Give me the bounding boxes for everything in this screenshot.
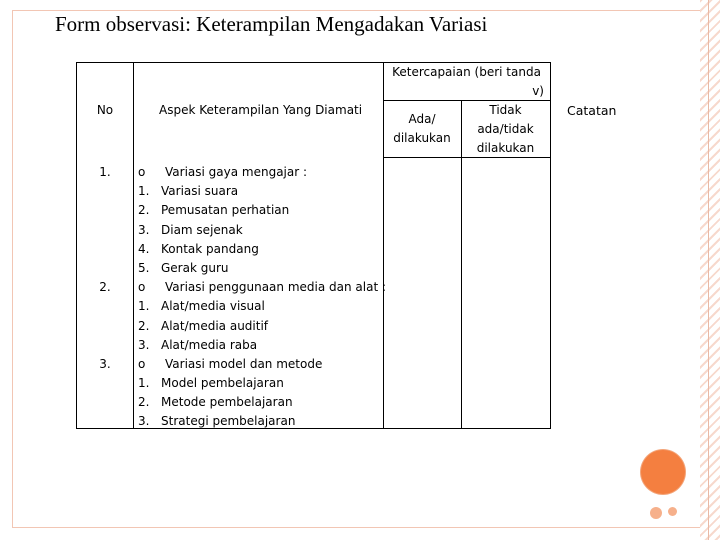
decorative-stripe	[700, 0, 720, 540]
header-ketercapaian-line: v)	[532, 84, 544, 98]
row-number: 3.	[99, 356, 111, 371]
row-bullet: o	[138, 280, 146, 295]
row-aspect-text: Pemusatan perhatian	[161, 203, 290, 218]
row-bullet: 2.	[138, 318, 150, 333]
row-number: 1.	[99, 165, 111, 179]
header-no: No	[96, 103, 114, 117]
table-row	[77, 336, 383, 355]
header-aspek: Aspek Keterampilan Yang Diamati	[159, 103, 363, 117]
table-body	[77, 163, 387, 432]
table-row	[77, 355, 383, 374]
row-bullet: 2.	[138, 395, 150, 410]
row-aspect-text: Diam sejenak	[161, 222, 243, 237]
row-bullet: 3.	[138, 222, 150, 237]
row-aspect-text: Strategi pembelajaran	[161, 414, 296, 429]
catatan-label: Catatan	[567, 103, 617, 118]
header-ketercapaian-line: Ketercapaian (beri tanda	[392, 65, 541, 79]
row-container	[77, 163, 387, 432]
table-row	[77, 221, 383, 240]
decorative-circle-small	[650, 507, 662, 519]
row-bullet: 1.	[138, 184, 150, 199]
row-aspect-text: Kontak pandang	[161, 241, 259, 256]
header-ketercapaian	[383, 63, 550, 101]
row-bullet: 1.	[138, 376, 150, 391]
row-bullet: 4.	[138, 241, 150, 256]
row-number: 2.	[99, 280, 111, 295]
row-aspect-text: Gerak guru	[161, 260, 229, 275]
header-tidak-line: ada/tidak	[477, 122, 534, 136]
page-title: Form observasi: Keterampilan Mengadakan Variasi	[55, 12, 488, 36]
decorative-circle-small	[668, 507, 677, 516]
row-aspect-text: Alat/media raba	[161, 337, 258, 352]
row-aspect-text: Metode pembelajaran	[161, 395, 293, 410]
row-aspect-text: Variasi model dan metode	[165, 356, 323, 371]
row-bullet: 3.	[138, 337, 150, 352]
observation-table	[76, 62, 551, 429]
table-row	[77, 201, 383, 220]
table-row	[77, 182, 383, 201]
row-aspect-text: Alat/media visual	[161, 299, 265, 314]
table-row	[77, 412, 383, 431]
row-aspect-text: Model pembelajaran	[161, 376, 284, 391]
header-tidak-line: Tidak	[489, 103, 522, 117]
row-bullet: 5.	[138, 260, 150, 275]
decorative-circle-large	[641, 450, 685, 494]
row-bullet: o	[138, 165, 146, 179]
row-aspect-text: Variasi penggunaan media dan alat :	[165, 280, 387, 295]
row-aspect-text: Variasi suara	[161, 184, 239, 199]
header-tidak-line: dilakukan	[476, 141, 535, 155]
table-row	[77, 163, 383, 182]
header-ada	[383, 110, 461, 148]
row-bullet: 2.	[138, 203, 150, 218]
row-aspect-text: Alat/media auditif	[161, 318, 269, 333]
header-tidak	[461, 101, 550, 158]
table-row	[77, 297, 383, 316]
table-row	[77, 259, 383, 278]
row-bullet: 1.	[138, 299, 150, 314]
header-ada-line: Ada/	[408, 112, 436, 126]
table-row	[77, 240, 383, 259]
row-bullet: 3.	[138, 414, 150, 429]
table-row	[77, 374, 383, 393]
table-row	[77, 317, 383, 336]
header-ada-line: dilakukan	[393, 131, 451, 145]
row-bullet: o	[138, 356, 146, 371]
table-row	[77, 278, 387, 297]
table-row	[77, 393, 383, 412]
row-aspect-text: Variasi gaya mengajar :	[165, 165, 308, 179]
